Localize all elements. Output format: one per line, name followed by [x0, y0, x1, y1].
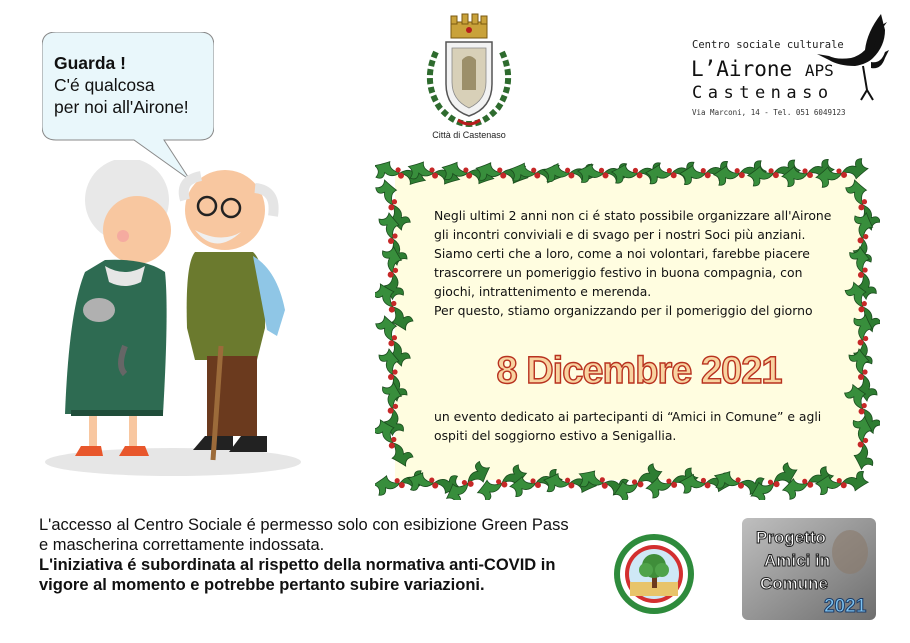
announcement-paragraph-3: Per questo, stiamo organizzando per il pomeriggio del giorno [434, 303, 813, 318]
logo-name-main: L’Airone [691, 57, 793, 81]
city-caption: Città di Castenaso [432, 130, 506, 140]
announcement-paragraph-1: Negli ultimi 2 anni non ci é stato possibile organizzare all'Airone gli incontri conviviali e di svago per i nostri Soci più anziani. [434, 208, 832, 242]
elderly-couple-illustration [45, 160, 305, 478]
announcement-text [434, 206, 832, 320]
logo-name-suffix: APS [804, 61, 834, 80]
announcement-paragraph-4: un evento dedicato ai partecipanti di “Amici in Comune” e agli ospiti del soggiorno estivo a Senigallia. [434, 409, 822, 443]
bubble-line-3: per noi all'Airone! [54, 97, 189, 117]
notice-covid-rules: L'iniziativa é subordinata al rispetto della normativa anti-COVID in vigore al momento e potrebbe pertanto subire variazioni. [39, 556, 556, 594]
access-notice [39, 515, 579, 595]
logo-city: Castenaso [692, 83, 834, 103]
heron-icon [815, 12, 890, 102]
logo-address: Via Marconi, 14 - Tel. 051 6049123 [692, 108, 846, 117]
bubble-line-2: C'é qualcosa [54, 75, 155, 95]
coat-of-arms-icon [418, 12, 520, 132]
tricolor-tree-badge-icon [612, 532, 696, 616]
announcement-paragraph-2: Siamo certi che a loro, come a noi volontari, farebbe piacere trascorrere un pomeriggio festivo in buona compagnia, con giochi, intrattenimento e merenda. [434, 246, 810, 299]
logo-name [691, 57, 834, 81]
bubble-line-1: Guarda ! [54, 53, 126, 73]
event-date: 8 Dicembre 2021 [496, 350, 782, 392]
progetto-line-1: Progetto [756, 528, 826, 547]
bubble-text [54, 52, 219, 118]
notice-green-pass: L'accesso al Centro Sociale é permesso solo con esibizione Green Pass e mascherina correttamente indossata. [39, 516, 569, 554]
progetto-year: 2021 [824, 596, 867, 617]
progetto-line-3: Comune [760, 574, 828, 593]
logo-subtitle: Centro sociale culturale [692, 39, 844, 51]
progetto-line-2: Amici in [764, 551, 831, 570]
progetto-badge [742, 518, 876, 620]
